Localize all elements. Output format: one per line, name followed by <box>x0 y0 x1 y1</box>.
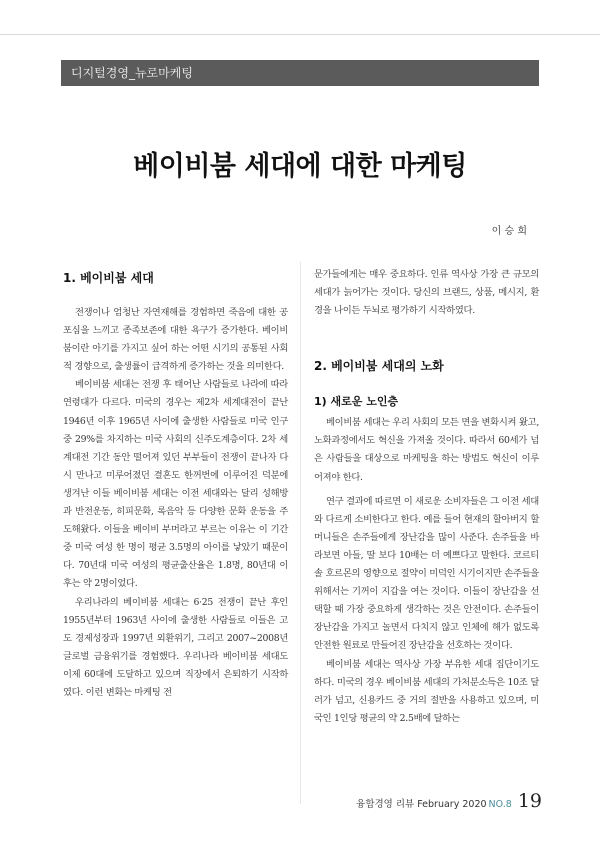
category-bar <box>61 60 539 86</box>
column-divider <box>300 262 301 804</box>
paragraph: 우리나라의 베이비붐 세대는 6·25 전쟁이 끝난 후인 1955년부터 1963년 사이에 출생한 사람들로 이들은 고도 경제성장과 1997년 외환위기, 그리고 2007~2008년 글로벌 금융위기를 경험했다. 우리나라 베이비붐 세대도 이제 60대에 도달하고 있으며 직장에서 은퇴하기 시작하였다. 이런 변화는 마케팅 전 <box>63 596 288 698</box>
section-heading-aging: 2. 베이비붐 세대의 노화 <box>314 359 444 374</box>
page-number: 19 <box>517 790 542 812</box>
footer-magazine: 융합경영 리뷰 February 2020 <box>356 799 487 810</box>
subsection-heading-new-seniors: 1) 새로운 노인층 <box>314 395 399 409</box>
right-column <box>314 266 539 728</box>
paragraph: 베이비붐 세대는 전쟁 후 태어난 사람들로 나라에 따라 연령대가 다르다. 미국의 경우는 제2차 세계대전이 끝난 1946년 이후 1965년 사이에 출생한 사람들로 미국 인구 중 29%를 차지하는 미국 사회의 신주도계층이다. 2차 세계대전 기간 동안 떨어져 있던 부부들이 전쟁이 끝나자 다시 만나고 미루어졌던 결혼도 한꺼번에 이루어진 덕분에 생겨난 이들 베이비붐 세대는 이전 세대와는 달리 성해방과 반전운동, 히피문화, 록음악 등 다양한 문화 운동을 주도해왔다. 이들을 베이비 부머라고 부르는 이유는 이 기간 중 미국 여성 한 명이 평균 3.5명의 아이를 낳았기 때문이다. 70년대 미국 여성의 평균출산율은 1.8명, 80년대 이후는 약 2명이었다. <box>63 379 288 590</box>
category-label: 디지털경영_뉴로마케팅 <box>71 66 193 80</box>
paragraph: 베이비붐 세대는 우리 사회의 모든 면을 변화시켜 왔고, 노화과정에서도 혁신을 가져올 것이다. 따라서 60세가 넘은 사람들을 대상으로 마케팅을 하는 방법도 혁신이 이루어져야 한다. <box>314 417 539 483</box>
article-title: 베이비붐 세대에 대한 마케팅 <box>133 151 467 182</box>
paragraph: 베이비붐 세대는 역사상 가장 부유한 세대 집단이기도 하다. 미국의 경우 베이비붐 세대의 가처분소득은 10조 달러가 넘고, 신용카드 중 거의 절반을 사용하고 있으며, 미국인 1인당 평균의 약 2.5배에 달하는 <box>314 658 539 724</box>
article-author: 이 승 희 <box>491 226 527 237</box>
left-column <box>63 268 288 702</box>
page-footer <box>356 790 542 812</box>
paragraph: 전쟁이나 엄청난 자연재해를 경험하면 죽음에 대한 공포심을 느끼고 종족보존에 대한 욕구가 증가한다. 베이비붐이란 아기를 가지고 싶어 하는 어떤 시기의 공통된 사회적 경향으로, 출생률이 급격하게 증가하는 것을 의미한다. <box>63 307 288 373</box>
paragraph: 연구 결과에 따르면 이 새로운 소비자들은 그 이전 세대와 다르게 소비한다고 한다. 예를 들어 현재의 할아버지 할머니들은 손주들에게 장난감을 많이 사준다. 손주들을 바라보면 아들, 딸 보다 10배는 더 예쁘다고 말한다. 코르티솔 호르몬의 영향으로 절약이 미덕인 시기이지만 손주들을 위해서는 기꺼이 지갑을 여는 것이다. 이들이 장난감을 선택할 때 가장 중요하게 생각하는 것은 안전이다. 손주들이 장난감을 가지고 놀면서 다치지 않고 인체에 해가 없도록 안전한 원료로 만들어진 장난감을 선호하는 것이다. <box>314 495 539 652</box>
section-heading-baby-boom: 1. 베이비붐 세대 <box>63 271 154 285</box>
footer-issue: NO.8 <box>488 799 512 810</box>
top-rule <box>0 34 600 35</box>
paragraph-continued: 문가들에게는 매우 중요하다. 인류 역사상 가장 큰 규모의 세대가 늙어가는 것이다. 당신의 브랜드, 상품, 메시지, 환경을 나이든 두뇌로 평가하기 시작하였다. <box>314 269 539 317</box>
